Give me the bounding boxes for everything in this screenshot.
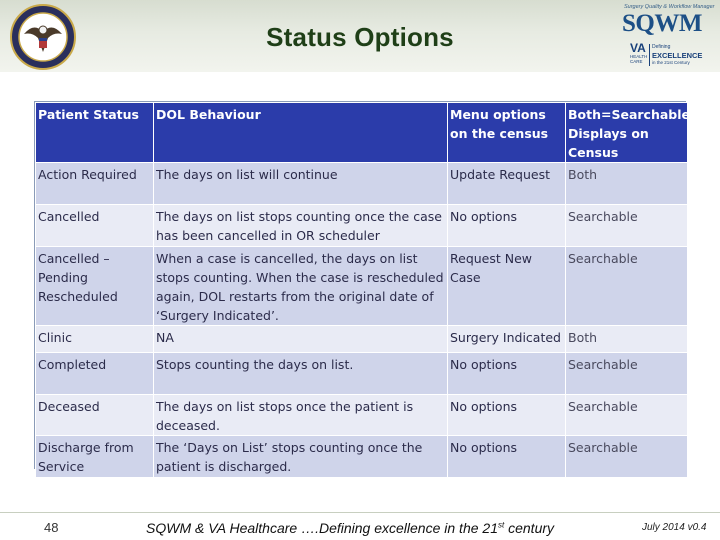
footer-divider xyxy=(0,512,720,513)
cell-dol: The days on list stops counting once the case has been cancelled in OR scheduler xyxy=(154,205,448,247)
logo-excellence: EXCELLENCE xyxy=(652,51,703,60)
slide-header xyxy=(0,0,720,72)
cell-menu: No options xyxy=(448,353,566,395)
logo-care-line1: HEALTH xyxy=(630,54,648,59)
cell-menu: No options xyxy=(448,436,566,478)
cell-menu: No options xyxy=(448,205,566,247)
cell-both: Searchable xyxy=(566,395,688,436)
header-both-searchable: Both=Searchable+ Displays on Census xyxy=(566,103,688,163)
table-row xyxy=(36,247,688,326)
cell-dol: The days on list will continue xyxy=(154,163,448,205)
cell-status: Discharge from Service xyxy=(36,436,154,478)
cell-status: Action Required xyxy=(36,163,154,205)
logo-century: in the 21st Century xyxy=(652,60,690,65)
logo-excellence-block xyxy=(652,44,714,66)
cell-menu: Update Request xyxy=(448,163,566,205)
va-health-care-logo xyxy=(630,42,650,68)
status-options-table xyxy=(35,102,701,478)
cell-both: Searchable xyxy=(566,247,688,326)
cell-status: Deceased xyxy=(36,395,154,436)
cell-dol: The ‘Days on List’ stops counting once the patient is discharged. xyxy=(154,436,448,478)
header-patient-status: Patient Status xyxy=(36,103,154,163)
cell-status: Cancelled xyxy=(36,205,154,247)
footer-date: July 2014 v0.4 xyxy=(642,522,707,533)
logo-name: SQWM xyxy=(622,10,702,37)
cell-both: Searchable xyxy=(566,353,688,395)
table-row xyxy=(36,163,688,205)
slide-title: Status Options xyxy=(266,22,454,52)
footer-tagline-sup: st xyxy=(497,520,505,530)
cell-menu: Request New Case xyxy=(448,247,566,326)
table-row xyxy=(36,326,688,353)
logo-divider xyxy=(649,44,650,66)
cell-both: Searchable xyxy=(566,436,688,478)
table-row xyxy=(36,436,688,478)
table-row xyxy=(36,205,688,247)
status-options-table-frame xyxy=(34,101,701,474)
table-row xyxy=(36,353,688,395)
cell-status: Completed xyxy=(36,353,154,395)
cell-both: Searchable xyxy=(566,205,688,247)
cell-status: Clinic xyxy=(36,326,154,353)
footer-tagline-tail: century xyxy=(504,520,555,536)
logo-care-line2: CARE xyxy=(630,59,643,64)
cell-dol: Stops counting the days on list. xyxy=(154,353,448,395)
footer-tagline xyxy=(146,520,554,536)
cell-status: Cancelled – Pending Rescheduled xyxy=(36,247,154,326)
cell-dol: The days on list stops once the patient is deceased. xyxy=(154,395,448,436)
cell-menu: No options xyxy=(448,395,566,436)
footer-tagline-main: SQWM & VA Healthcare ….Defining excellence in the 21 xyxy=(146,520,498,536)
table-row xyxy=(36,395,688,436)
header-dol-behaviour: DOL Behaviour xyxy=(154,103,448,163)
cell-menu: Surgery Indicated xyxy=(448,326,566,353)
page-number: 48 xyxy=(44,520,59,535)
cell-both: Both xyxy=(566,326,688,353)
logo-defining: Defining xyxy=(652,44,671,50)
header-menu-options: Menu options on the census xyxy=(448,103,566,163)
logo-va-text: VA xyxy=(630,41,646,55)
logo-subtitle: Surgery Quality & Workflow Manager xyxy=(624,4,715,10)
cell-dol: When a case is cancelled, the days on list stops counting. When the case is rescheduled again, DOL restarts from the original date of ‘Surgery Indicated’. xyxy=(154,247,448,326)
cell-dol: NA xyxy=(154,326,448,353)
cell-both: Both xyxy=(566,163,688,205)
table-header-row xyxy=(36,103,688,163)
sqwm-logo xyxy=(614,4,716,68)
